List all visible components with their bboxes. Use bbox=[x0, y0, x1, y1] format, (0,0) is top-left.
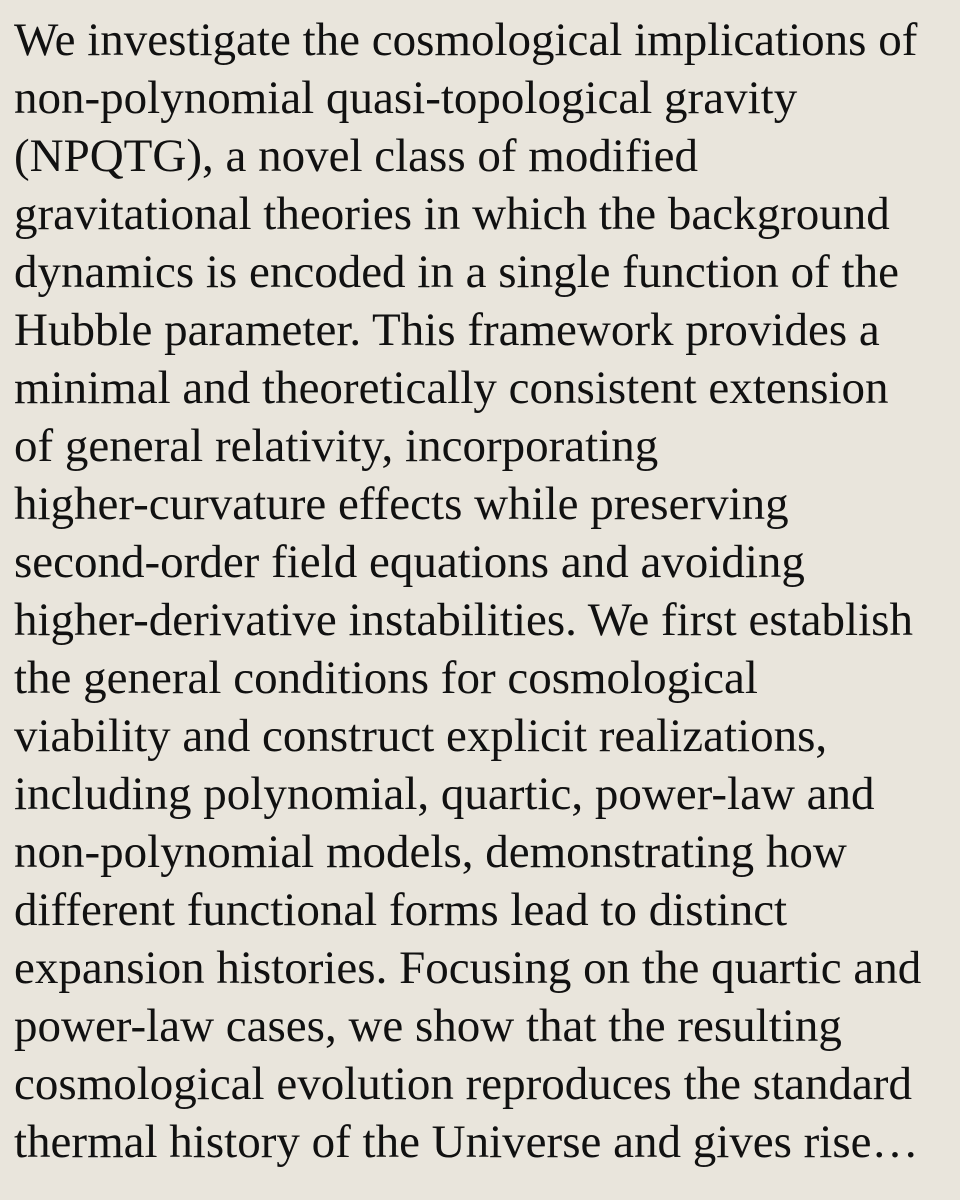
abstract-line: minimal and theoretically consistent extension bbox=[14, 362, 889, 414]
abstract-line: expansion histories. Focusing on the quartic and bbox=[14, 942, 922, 994]
abstract-text bbox=[14, 11, 954, 1171]
abstract-line: non-polynomial quasi-topological gravity bbox=[14, 72, 798, 124]
abstract-line: We investigate the cosmological implications of bbox=[14, 14, 918, 66]
abstract-line: thermal history of the Universe and gives rise… bbox=[14, 1116, 919, 1168]
abstract-line: of general relativity, incorporating bbox=[14, 420, 659, 472]
abstract-line: Hubble parameter. This framework provides a bbox=[14, 304, 880, 356]
abstract-line: power-law cases, we show that the resulting bbox=[14, 1000, 842, 1052]
abstract-line: viability and construct explicit realizations, bbox=[14, 710, 828, 762]
abstract-line: different functional forms lead to distinct bbox=[14, 884, 788, 936]
abstract-line: non-polynomial models, demonstrating how bbox=[14, 826, 847, 878]
abstract-line: the general conditions for cosmological bbox=[14, 652, 758, 704]
abstract-line: dynamics is encoded in a single function of the bbox=[14, 246, 899, 298]
abstract-line: (NPQTG), a novel class of modified bbox=[14, 130, 698, 182]
abstract-line: higher-curvature effects while preserving bbox=[14, 478, 789, 530]
abstract-line: including polynomial, quartic, power-law and bbox=[14, 768, 875, 820]
abstract-line: cosmological evolution reproduces the standard bbox=[14, 1058, 912, 1110]
abstract-line: second-order field equations and avoiding bbox=[14, 536, 805, 588]
abstract-line: higher-derivative instabilities. We first establish bbox=[14, 594, 913, 646]
abstract-line: gravitational theories in which the background bbox=[14, 188, 890, 240]
